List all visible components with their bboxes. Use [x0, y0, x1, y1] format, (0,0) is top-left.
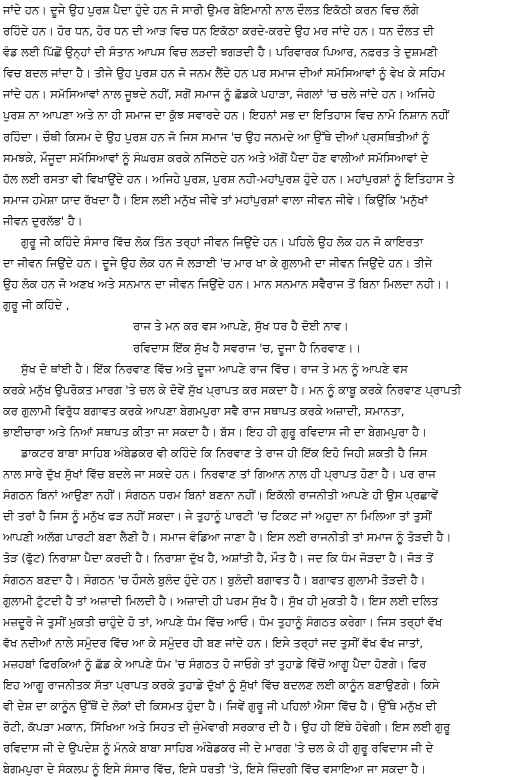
text-line: ਕਰ ਗੁਲਾਮੀ ਵਿਰੁੱਧ ਬਗਾਵਤ ਕਰਕੇ ਆਪਣਾ ਬੇਗਮਪੁਰਾ ਸਵੈ ਰਾਜ ਸਥਾਪਤ ਕਰਕੇ ਅਜ਼ਾਦੀ, ਸਮਾਨਤਾ, [3, 403, 405, 418]
text-line: ਆਪਣੀ ਅਲੱਗ ਪਾਰਟੀ ਬਣਾ ਲੈਣੀ ਹੈ। ਸਮਾਜ ਵੰਡਿਆ ਜਾਣਾ ਹੈ। ਇਸ ਲਈ ਰਾਜਨੀਤੀ ਤਾਂ ਸਮਾਜ ਨੂੰ ਤੋੜਦੀ ਹੈ। [3, 530, 452, 545]
text-line: ਪੁਰਸ਼ ਨਾ ਆਪਣਾ ਅਤੇ ਨਾ ਹੀ ਸਮਾਜ ਦਾ ਕੁੱਝ ਸਵਾਰਦੇ ਹਨ। ਇਹਨਾਂ ਸਭ ਦਾ ਇਤਿਹਾਸ ਵਿਚ ਨਾਮੋ ਨਿਸ਼ਾਨ ਨਹੀਂ [3, 108, 449, 123]
paragraph-start-line: ਗੁਰੂ ਜੀ ਕਹਿੰਦੇ ਸੰਸਾਰ ਵਿੱਚ ਲੋਕ ਤਿੰਨ ਤਰ੍ਹਾਂ ਜੀਵਨ ਜਿਉਂਦੇ ਹਨ। ਪਹਿਲੇ ਉਹ ਲੋਕ ਹਨ ਜੋ ਕਾਇਰਤਾ [21, 235, 424, 250]
text-line: ਰਵਿਦਾਸ ਜੀ ਦੇ ਉਪਦੇਸ਼ ਨੂੰ ਮੰਨਕੇ ਬਾਬਾ ਸਾਹਿਬ ਅੰਬੇਡਕਰ ਜੀ ਦੇ ਮਾਰਗ 'ਤੇ ਚਲ ਕੇ ਹੀ ਗੁਰੂ ਰਵਿਦਾਸ ਜੀ ਦੇ [3, 741, 434, 756]
text-line: ਮਜ਼ਦੂਰੋ ਜੇ ਤੁਸੀਂ ਮੁਕਤੀ ਚਾਹੁੰਦੇ ਹੋ ਤਾਂ, ਆਪਣੇ ਧੰਮ ਵਿੱਚ ਆਓ। ਧੰਮ ਤੁਹਾਨੂੰ ਸੰਗਠਤ ਕਰੇਗਾ। ਜਿਸ ਤਰ੍ਹਾਂ ਵੱਖ [3, 614, 443, 629]
paragraph-start-line: ਡਾਕਟਰ ਬਾਬਾ ਸਾਹਿਬ ਅੰਬੇਡਕਰ ਵੀ ਕਹਿੰਦੇ ਕਿ ਨਿਰਵਾਣ ਤੇ ਰਾਜ ਹੀ ਇੱਕ ਇਹੋ ਜਿਹੀ ਸ਼ਕਤੀ ਹੈ ਜਿਸ [21, 445, 428, 460]
text-line: ਦੀ ਤਰਾਂ ਹੈ ਜਿਸ ਨੂੰ ਮਨੁੱਖ ਫੜ ਨਹੀਂ ਸਕਦਾ। ਜੇ ਤੁਹਾਨੂੰ ਪਾਰਟੀ 'ਚ ਟਿਕਟ ਜਾਂ ਅਹੁਦਾ ਨਾ ਮਿਲਿਆ ਤਾਂ ਤੁਸੀਂ [3, 509, 432, 524]
text-line: ਰਹਿੰਦਾ। ਚੌਥੀ ਕਿਸਮ ਦੇ ਉਹ ਪੁਰਸ਼ ਹਨ ਜੋ ਜਿਸ ਸਮਾਜ 'ਚ ਉਹ ਜਨਮਦੇ ਆ ਉੱਥੇ ਦੀਆਂ ਪ੍ਰਸਥਿਤੀਆਂ ਨੂੰ [3, 129, 430, 144]
text-line: ਹੱਲ ਲਈ ਰਸਤਾ ਵੀ ਵਿਖਾਉਂਦੇ ਹਨ। ਅਜਿਹੇ ਪੁਰਸ਼, ਪੁਰਸ਼ ਨਹੀ-ਮਹਾਂਪੁਰਸ਼ ਹੁੰਦੇ ਹਨ। ਮਹਾਂਪੁਰਸ਼ਾਂ ਨੂੰ ਇਤਿਹਾਸ ਤੇ [3, 171, 455, 186]
text-line: ਦਾ ਜੀਵਨ ਜਿਉਂਦੇ ਹਨ। ਦੂਜੇ ਉਹ ਲੋਕ ਹਨ ਜੋ ਲੜਾਈ 'ਚ ਮਾਰ ਖਾ ਕੇ ਗੁਲਾਮੀ ਦਾ ਜੀਵਨ ਜਿਉਂਦੇ ਹਨ। ਤੀਜੇ [3, 256, 433, 271]
text-line: ਸਮਝਕੇ, ਮੌਜੂਦਾ ਸਮੱਸਿਆਵਾਂ ਨੂੰ ਸੰਘਰਸ਼ ਕਰਕੇ ਨਜਿੱਠਦੇ ਹਨ ਅਤੇ ਅੱਗੋਂ ਪੈਦਾ ਹੋਣ ਵਾਲੀਆਂ ਸਮੱਸਿਆਵਾਂ ਦੇ [3, 150, 429, 165]
text-line: ਸੰਗਠਨ ਬਿਨਾਂ ਆਉਣਾ ਨਹੀਂ। ਸੰਗਠਨ ਧਰਮ ਬਿਨਾਂ ਬਣਨਾ ਨਹੀਂ। ਇਕੱਲੀ ਰਾਜਨੀਤੀ ਆਪਣੇ ਹੀ ਉਸ ਪ੍ਰਛਾਵੇਂ [3, 488, 439, 503]
text-line: ਗੁਰੂ ਜੀ ਕਹਿੰਦੇ , [3, 298, 70, 313]
text-line: ਉਹ ਲੋਕ ਹਨ ਜੋ ਅਣਖ ਅਤੇ ਸਨਮਾਨ ਦਾ ਜੀਵਨ ਜਿਉਂਦੇ ਹਨ। ਮਾਨ ਸਨਮਾਨ ਸਵੈਰਾਜ ਤੋਂ ਬਿਨਾ ਮਿਲਦਾ ਨਹੀ।। [3, 277, 450, 292]
text-line: ਇਹ ਆਗੂ ਰਾਜਨੀਤਕ ਸੱਤਾ ਪ੍ਰਾਪਤ ਕਰਕੇ ਤੁਹਾਡੇ ਦੁੱਖਾਂ ਨੂੰ ਸੁੱਖਾਂ ਵਿੱਚ ਬਦਲਣ ਲਈ ਕਾਨੂੰਨ ਬਣਾਉਣਗੇ। ਕਿਸੇ [3, 678, 440, 692]
verse-line: ਰਵਿਦਾਸ ਇੱਕ ਸੁੱਖ ਹੈ ਸਵਰਾਜ 'ਚ, ਦੂਜਾ ਹੈ ਨਿਰਵਾਣ।। [133, 340, 361, 355]
text-line: ਨਾਲ ਸਾਰੇ ਦੁੱਖ ਸੁੱਖਾਂ ਵਿੱਚ ਬਦਲੇ ਜਾ ਸਕਦੇ ਹਨ। ਨਿਰਵਾਣ ਤਾਂ ਗਿਆਨ ਨਾਲ ਹੀ ਪ੍ਰਾਪਤ ਹੋਣਾ ਹੈ। ਪਰ ਰਾਜ [3, 467, 436, 482]
text-line: ਜੀਵਨ ਦੁਰਲੱਭ' ਹੈ। [3, 213, 83, 228]
text-line: ਮਜ਼ਹਬਾਂ ਫਿਰਕਿਆਂ ਨੂੰ ਛੱਡ ਕੇ ਆਪਣੇ ਧੰਮ 'ਚ ਸੰਗਠਤ ਹੋ ਜਾਓਗੇ ਤਾਂ ਤੁਹਾਡੇ ਵਿੱਚੋਂ ਆਗੂ ਪੈਦਾ ਹੋਣਗੇ। ਫਿਰ [3, 656, 427, 671]
text-line: ਤੋੜ (ਫੁੱਟ) ਨਿਰਾਸ਼ਾ ਪੈਦਾ ਕਰਦੀ ਹੈ। ਨਿਰਾਸ਼ਾ ਦੁੱਖ ਹੈ, ਅਸ਼ਾਂਤੀ ਹੈ, ਮੌਤ ਹੈ। ਜਦ ਕਿ ਧੰਮ ਜੋੜਦਾ ਹੈ। ਜੋੜ ਤੋਂ [3, 551, 434, 566]
text-line: ਗੁਲਾਮੀ ਟੁੱਟਦੀ ਹੈ ਤਾਂ ਅਜ਼ਾਦੀ ਮਿਲਦੀ ਹੈ। ਅਜ਼ਾਦੀ ਹੀ ਪਰਮ ਸੁੱਖ ਹੈ। ਸੁੱਖ ਹੀ ਮੁਕਤੀ ਹੈ। ਇਸ ਲਈ ਦਲਿਤ [3, 593, 439, 608]
text-line: ਵਿਚ ਬਦਲ ਜਾਂਦਾ ਹੈ। ਤੀਜੇ ਉਹ ਪੁਰਸ਼ ਹਨ ਜੋ ਜਨਮ ਲੈਂਦੇ ਹਨ ਪਰ ਸਮਾਜ ਦੀਆਂ ਸਮੱਸਿਆਵਾਂ ਨੂੰ ਵੇਖ ਕੇ ਸਹਿਮ [3, 66, 446, 81]
text-line: ਵੱਖ ਨਦੀਆਂ ਨਾਲੇ ਸਮੁੰਦਰ ਵਿੱਚ ਆ ਕੇ ਸਮੁੰਦਰ ਹੀ ਬਣ ਜਾਂਦੇ ਹਨ। ਇਸੇ ਤਰ੍ਹਾਂ ਜਦ ਤੁਸੀਂ ਵੱਖ ਵੱਖ ਜਾਤਾਂ, [3, 635, 423, 650]
text-line: ਸੰਗਠਨ ਬਣਦਾ ਹੈ। ਸੰਗਠਨ 'ਚ ਹੌਸਲੇ ਬੁਲੰਦ ਹੁੰਦੇ ਹਨ। ਬੁਲੰਦੀ ਬਗਾਵਤ ਹੈ। ਬਗਾਵਤ ਗੁਲਾਮੀ ਤੋੜਦੀ ਹੈ। [3, 572, 426, 587]
text-line: ਵੰਡ ਲਈ ਪਿੱਛੋਂ ਉਨ੍ਹਾਂ ਦੀ ਸੰਤਾਨ ਆਪਸ ਵਿਚ ਲੜਦੀ ਝਗੜਦੀ ਹੈ। ਪਰਿਵਾਰਕ ਪਿਆਰ, ਨਫ਼ਰਤ ਤੇ ਦੁਸ਼ਮਣੀ [3, 45, 438, 60]
text-line: ਬੇਗਮਪੁਰਾ ਦੇ ਸੰਕਲਪ ਨੂੰ ਇਸੇ ਸੰਸਾਰ ਵਿੱਚ, ਇਸੇ ਧਰਤੀ 'ਤੇ, ਇਸੇ ਜ਼ਿੰਦਗੀ ਵਿੱਚ ਵਸਾਇਆ ਜਾ ਸਕਦਾ ਹੈ। [3, 762, 426, 777]
text-line: ਜਾਂਦੇ ਹਨ। ਸਮੱਸਿਆਵਾਂ ਨਾਲ ਜੂਝਦੇ ਨਹੀਂ, ਸਗੋਂ ਸਮਾਜ ਨੂੰ ਛੱਡਕੇ ਪਹਾੜਾ, ਜੰਗਲਾਂ 'ਚ ਚਲੇ ਜਾਂਦੇ ਹਨ। ਅਜਿਹੇ [3, 87, 436, 102]
text-line: ਜਾਂਦੇ ਹਨ। ਦੂਜੇ ਉਹ ਪੁਰਸ਼ ਪੈਦਾ ਹੁੰਦੇ ਹਨ ਜੋ ਸਾਰੀ ਉਮਰ ਬੇਇਮਾਨੀ ਨਾਲ ਦੌਲਤ ਇਕੱਠੀ ਕਰਨ ਵਿਚ ਲੱਗੇ [3, 3, 419, 17]
paragraph-start-line: ਸੁੱਖ ਦੋ ਥਾਂਈ ਹੈ। ਇੱਕ ਨਿਰਵਾਣ ਵਿੱਚ ਅਤੇ ਦੂਜਾ ਆਪਣੇ ਰਾਜ ਵਿੱਚ। ਰਾਜ ਤੇ ਮਨ ਨੂੰ ਆਪਣੇ ਵਸ [21, 361, 408, 376]
text-line: ਵੀ ਦੇਸ਼ ਦਾ ਕਾਨੂੰਨ ਉੱਥੋਂ ਦੇ ਲੋਕਾਂ ਦੀ ਕਿਸਮਤ ਹੁੰਦਾ ਹੈ। ਜਿਵੇਂ ਗੁਰੂ ਜੀ ਪਹਿਲਾਂ ਐਸਾ ਵਿੱਚ ਹੈ। ਉੱਥੇ ਮਨੁੱਖ ਦੀ [3, 699, 437, 714]
text-line: ਰੋਟੀ, ਕੱਪੜਾ ਮਕਾਨ, ਸਿੱਖਿਆ ਅਤੇ ਸਿਹਤ ਦੀ ਜੁੰਮੇਵਾਰੀ ਸਰਕਾਰ ਦੀ ਹੈ। ਉਹ ਹੀ ਇੱਥੇ ਹੋਵੇਗੀ। ਇਸ ਲਈ ਗੁਰੂ [3, 720, 451, 735]
text-line: ਰਹਿੰਦੇ ਹਨ। ਹੋਰ ਧਨ, ਹੋਰ ਧਨ ਦੀ ਆੜ ਵਿਚ ਧਨ ਇਕੱਠਾ ਕਰਦੇ-ਕਰਦੇ ਉਹ ਮਰ ਜਾਂਦੇ ਹਨ। ਧਨ ਦੌਲਤ ਦੀ [3, 24, 434, 39]
text-line: ਭਾਈਚਾਰਾ ਅਤੇ ਨਿਆਂ ਸਥਾਪਤ ਕੀਤਾ ਜਾ ਸਕਦਾ ਹੈ। ਬੱਸ। ਇਹ ਹੀ ਗੁਰੂ ਰਵਿਦਾਸ ਜੀ ਦਾ ਬੇਗਮਪੁਰਾ ਹੈ। [3, 424, 427, 439]
text-line: ਕਰਕੇ ਮਨੁੱਖ ਉਪਰੋਕਤ ਮਾਰਗ 'ਤੇ ਚਲ ਕੇ ਦੋਵੇਂ ਸੁੱਖ ਪ੍ਰਾਪਤ ਕਰ ਸਕਦਾ ਹੈ। ਮਨ ਨੂੰ ਕਾਬੂ ਕਰਕੇ ਨਿਰਵਾਣ ਪ੍ਰਾਪਤੀ [3, 382, 462, 397]
text-line: ਸਮਾਜ ਹਮੇਸ਼ਾ ਯਾਦ ਰੱਖਦਾ ਹੈ। ਇਸ ਲਈ ਮਨੁੱਖ ਜੀਵੇ ਤਾਂ ਮਹਾਂਪੁਰਸ਼ਾਂ ਵਾਲਾ ਜੀਵਨ ਜੀਵੇ। ਕਿਉਂਕਿ 'ਮਨੁੱਖਾਂ [3, 192, 428, 207]
verse-line: ਰਾਜ ਤੇ ਮਨ ਕਰ ਵਸ ਆਪਣੇ, ਸੁੱਖ ਧਰ ਹੈ ਦੋਈ ਨਾਵ। [133, 319, 349, 334]
